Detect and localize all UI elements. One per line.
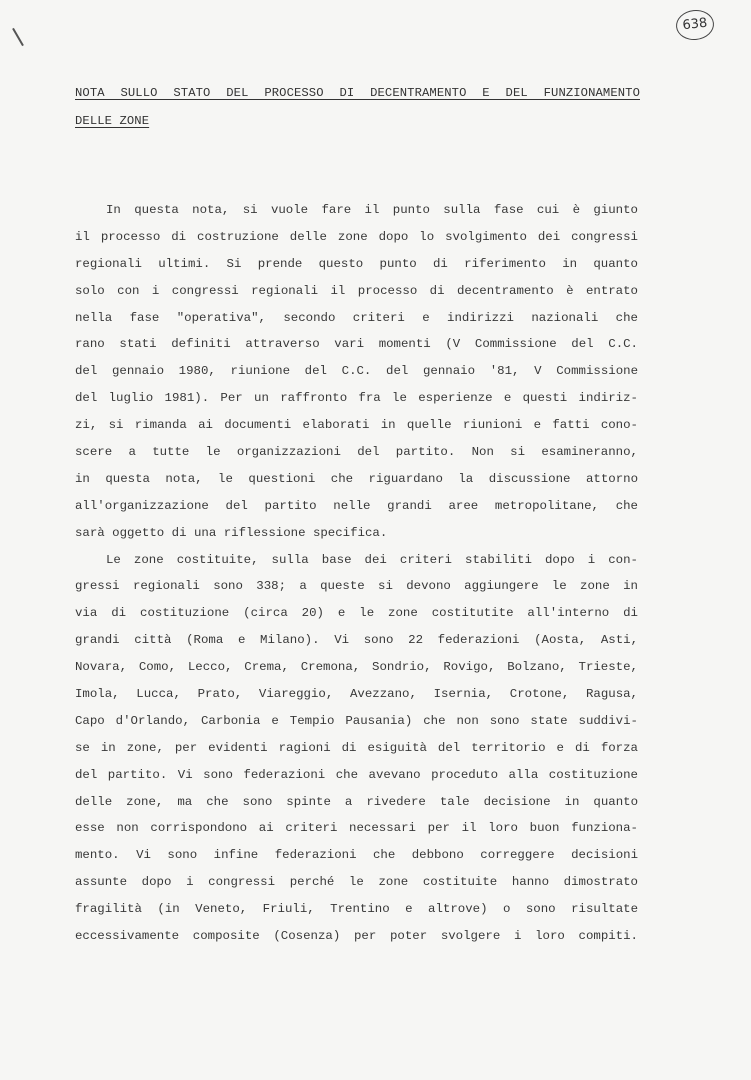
text-line: solo con i congressi regionali il processo di decentramento è entrato <box>75 283 638 298</box>
title-line: NOTA SULLO STATO DEL PROCESSO DI DECENTRAMENTO E DEL FUNZIONAMENTO <box>75 86 640 100</box>
page-number-stamp: 638 <box>675 8 716 42</box>
text-line: sarà oggetto di una riflessione specifica. <box>75 525 388 540</box>
document-title <box>75 79 640 135</box>
text-line: mento. Vi sono infine federazioni che debbono correggere decisioni <box>75 848 638 863</box>
text-line: all'organizzazione del partito nelle grandi aree metropolitane, che <box>75 498 638 513</box>
pen-mark <box>12 28 24 46</box>
text-line: del luglio 1981). Per un raffronto fra le esperienze e questi indiriz- <box>75 391 638 406</box>
text-line: assunte dopo i congressi perché le zone costituite hanno dimostrato <box>75 875 638 890</box>
text-line: delle zone, ma che sono spinte a rivedere tale decisione in quanto <box>75 794 638 809</box>
text-line: del partito. Vi sono federazioni che avevano proceduto alla costituzione <box>75 767 638 782</box>
text-line: gressi regionali sono 338; a queste si devono aggiungere le zone in <box>75 579 638 594</box>
text-line: regionali ultimi. Si prende questo punto di riferimento in quanto <box>75 256 638 271</box>
text-line: esse non corrispondono ai criteri necessari per il loro buon funziona- <box>75 821 638 836</box>
text-line: rano stati definiti attraverso vari momenti (V Commissione del C.C. <box>75 337 638 352</box>
text-line: Le zone costituite, sulla base dei criteri stabiliti dopo i con- <box>106 552 638 567</box>
title-line: DELLE ZONE <box>75 114 150 128</box>
text-line: grandi città (Roma e Milano). Vi sono 22 federazioni (Aosta, Asti, <box>75 633 638 648</box>
text-line: eccessivamente composite (Cosenza) per poter svolgere i loro compiti. <box>75 929 638 944</box>
text-line: il processo di costruzione delle zone dopo lo svolgimento dei congressi <box>75 229 638 244</box>
text-line: nella fase "operativa", secondo criteri e indirizzi nazionali che <box>75 310 638 325</box>
text-line: zi, si rimanda ai documenti elaborati in quelle riunioni e fatti cono- <box>75 418 638 433</box>
text-line: in questa nota, le questioni che riguardano la discussione attorno <box>75 471 638 486</box>
document-body <box>75 197 638 950</box>
text-line: se in zone, per evidenti ragioni di esiguità del territorio e di forza <box>75 740 638 755</box>
text-line: fragilità (in Veneto, Friuli, Trentino e altrove) o sono risultate <box>75 902 638 917</box>
text-line: scere a tutte le organizzazioni del partito. Non si esamineranno, <box>75 445 638 460</box>
text-line: del gennaio 1980, riunione del C.C. del gennaio '81, V Commissione <box>75 364 638 379</box>
text-line: In questa nota, si vuole fare il punto sulla fase cui è giunto <box>106 203 638 217</box>
text-line: Novara, Como, Lecco, Crema, Cremona, Sondrio, Rovigo, Bolzano, Trieste, <box>75 660 638 675</box>
text-line: Imola, Lucca, Prato, Viareggio, Avezzano, Isernia, Crotone, Ragusa, <box>75 687 638 702</box>
text-line: Capo d'Orlando, Carbonia e Tempio Pausania) che non sono state suddivi- <box>75 713 638 728</box>
text-line: via di costituzione (circa 20) e le zone costitutite all'interno di <box>75 606 638 621</box>
